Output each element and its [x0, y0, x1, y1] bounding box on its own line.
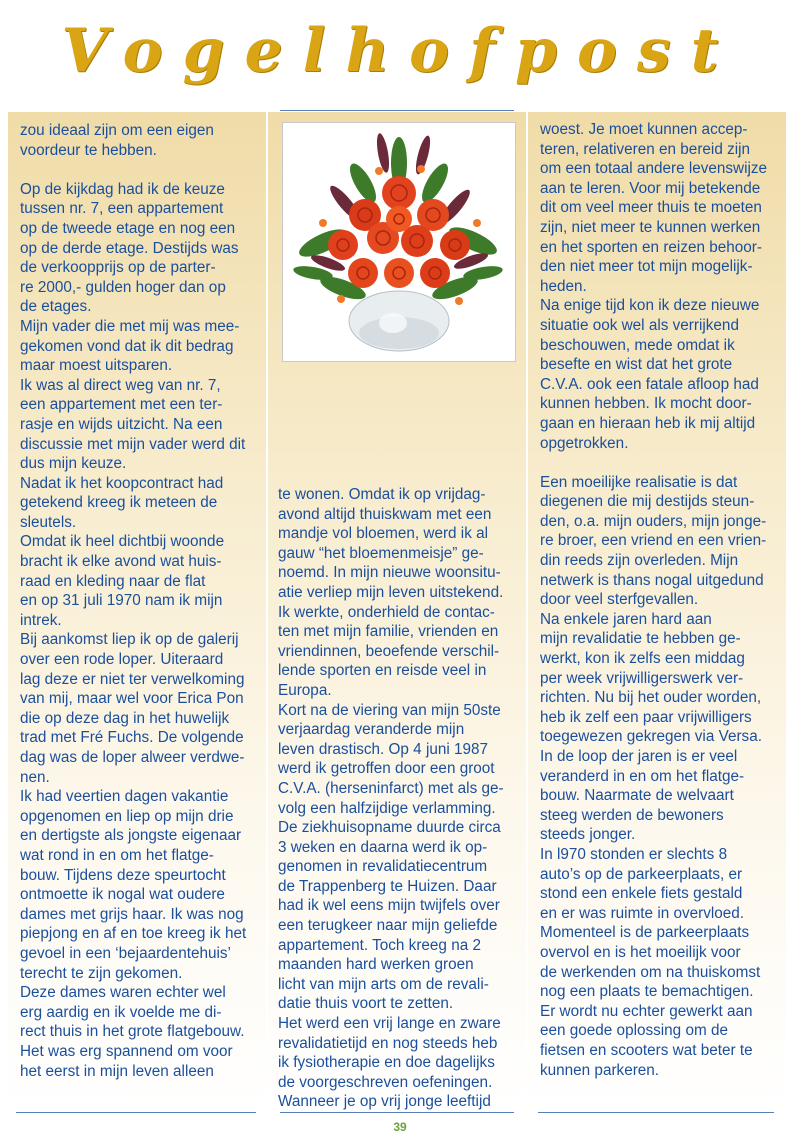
article-column-1 — [8, 112, 266, 1110]
bottom-rule-column-1 — [16, 1112, 256, 1113]
column-1-paragraph-1: zou ideaal zijn om een eigen voordeur te hebben. — [20, 122, 214, 159]
column-1-paragraph-2: Op de kijkdag had ik de keuze tussen nr. 7, een appartement op de tweede etage en nog een op de derde etage. Destijds was de verkoopprijs op de parter- re 2000,- gulden hoger dan op de etages. Mijn vader die met mij was mee- gekomen vond dat ik dit bedrag maar moest uitsparen. Ik was al direct weg van nr. 7, een appartement met een ter- rasje en wijds uitzicht. Na een discussie met mijn vader werd dit dus mijn keuze. Nadat ik het koopcontract had getekend kreeg ik meteen de sleutels. Omdat ik heel dichtbij woonde bracht ik elke avond wat huis- raad en kleding naar de flat en op 31 juli 1970 nam ik mijn intrek. Bij aankomst liep ik op de galerij over een rode loper. Uiteraard lag deze er niet ter verwelkoming van mij, maar wel voor Erica Pon die op deze dag in het huwelijk trad met Fré Fuchs. De volgende dag was de loper alweer verdwe- nen. Ik had veertien dagen vakantie opgenomen en liep op mijn drie en dertigste als jongste eigenaar wat rond in en om het flatge- bouw. Tijdens deze speurtocht ontmoette ik nogal wat oudere dames met grijs haar. Ik was nog piepjong en af en toe kreeg ik het gevoel in een ‘bejaardentehuis’ terecht te zijn gekomen. Deze dames waren echter wel erg aardig en ik voelde me di- rect thuis in het grote flatgebouw. Het was erg spannend om voor het eerst in mijn leven alleen — [20, 180, 247, 1080]
bouquet-image — [283, 123, 515, 361]
bouquet-photo — [282, 122, 516, 362]
column-2-paragraph-1: te wonen. Omdat ik op vrijdag- avond altijd thuiskwam met een mandje vol bloemen, werd ik al gauw “het bloemenmeisje” ge- noemd. In mijn nieuwe woonsitu- atie verliep mijn leven uitstekend. Ik werkte, onderhield de contac- ten met mijn familie, vrienden en vriendinnen, beoefende verschil- lende sporten en reisde veel in Europa. Kort na de viering van mijn 50ste verjaardag veranderde mijn leven drastisch. Op 4 juni 1987 werd ik getroffen door een groot C.V.A. (herseninfarct) met als ge- volg een halfzijdige verlamming. De ziekhuisopname duurde circa 3 weken en daarna werd ik op- genomen in revalidatiecentrum de Trappenberg te Huizen. Daar had ik wel eens mijn twijfels over een terugkeer naar mijn geliefde appartement. Toch kreeg na 2 maanden hard werken groen licht van mijn arts om de revali- datie thuis voort te zetten. Het werd een vrij lange en zware revalidatietijd en nog steeds heb ik fysiotherapie en doe dagelijks de voorgeschreven oefeningen. Wanneer je op vrij jonge leeftijd — [278, 486, 504, 1110]
column-3-paragraph-1: woest. Je moet kunnen accep- teren, relativeren en bereid zijn om een totaal andere levenswijze aan te leren. Voor mij betekende dit om veel meer thuis te moeten zijn, niet meer te kunnen werken en het sporten en reizen behoor- den niet meer tot mijn mogelijk- heden. Na enige tijd kon ik deze nieuwe situatie ook wel als verrijkend beschouwen, mede omdat ik besefte en wist dat het grote C.V.A. ook een fatale afloop had kunnen hebben. Ik mocht door- gaan en hieraan heb ik mij altijd opgetrokken. — [540, 121, 768, 452]
page-number: 39 — [393, 1120, 407, 1134]
column-3-paragraph-2: Een moeilijke realisatie is dat diegenen die mij destijds steun- den, o.a. mijn ouders, mijn jonge- re broer, een vriend en een vrien- din reeds zijn overleden. Mijn netwerk is thans nogal uitgedund door veel sterfgevallen. Na enkele jaren hard aan mijn revalidatie te hebben ge- werkt, kon ik zelfs een middag per week vrijwilligerswerk ver- richten. Nu bij het ouder worden, heb ik zelf een paar vrijwilligers toegewezen gekregen via Versa. In de loop der jaren is er veel veranderd in en om het flatge- bouw. Naarmate de welvaart steeg werden de bewoners steeds jonger. In l970 stonden er slechts 8 auto’s op de parkeerplaats, er stond een enkele fiets gestald en er was ruimte in overvloed. Momenteel is de parkeerplaats overvol en is het moeilijk voor de werkenden om na thuiskomst nog een plaats te bemachtigen. Er wordt nu echter gewerkt aan een goede oplossing om de fietsen en scooters wat beter te kunnen parkeren. — [540, 473, 767, 1079]
bottom-rule-column-2 — [280, 1112, 514, 1113]
masthead-title: Vogelhofpost — [61, 16, 739, 86]
top-rule-column-2 — [280, 110, 514, 111]
article-column-3 — [528, 112, 786, 1110]
bottom-rule-column-3 — [538, 1112, 774, 1113]
